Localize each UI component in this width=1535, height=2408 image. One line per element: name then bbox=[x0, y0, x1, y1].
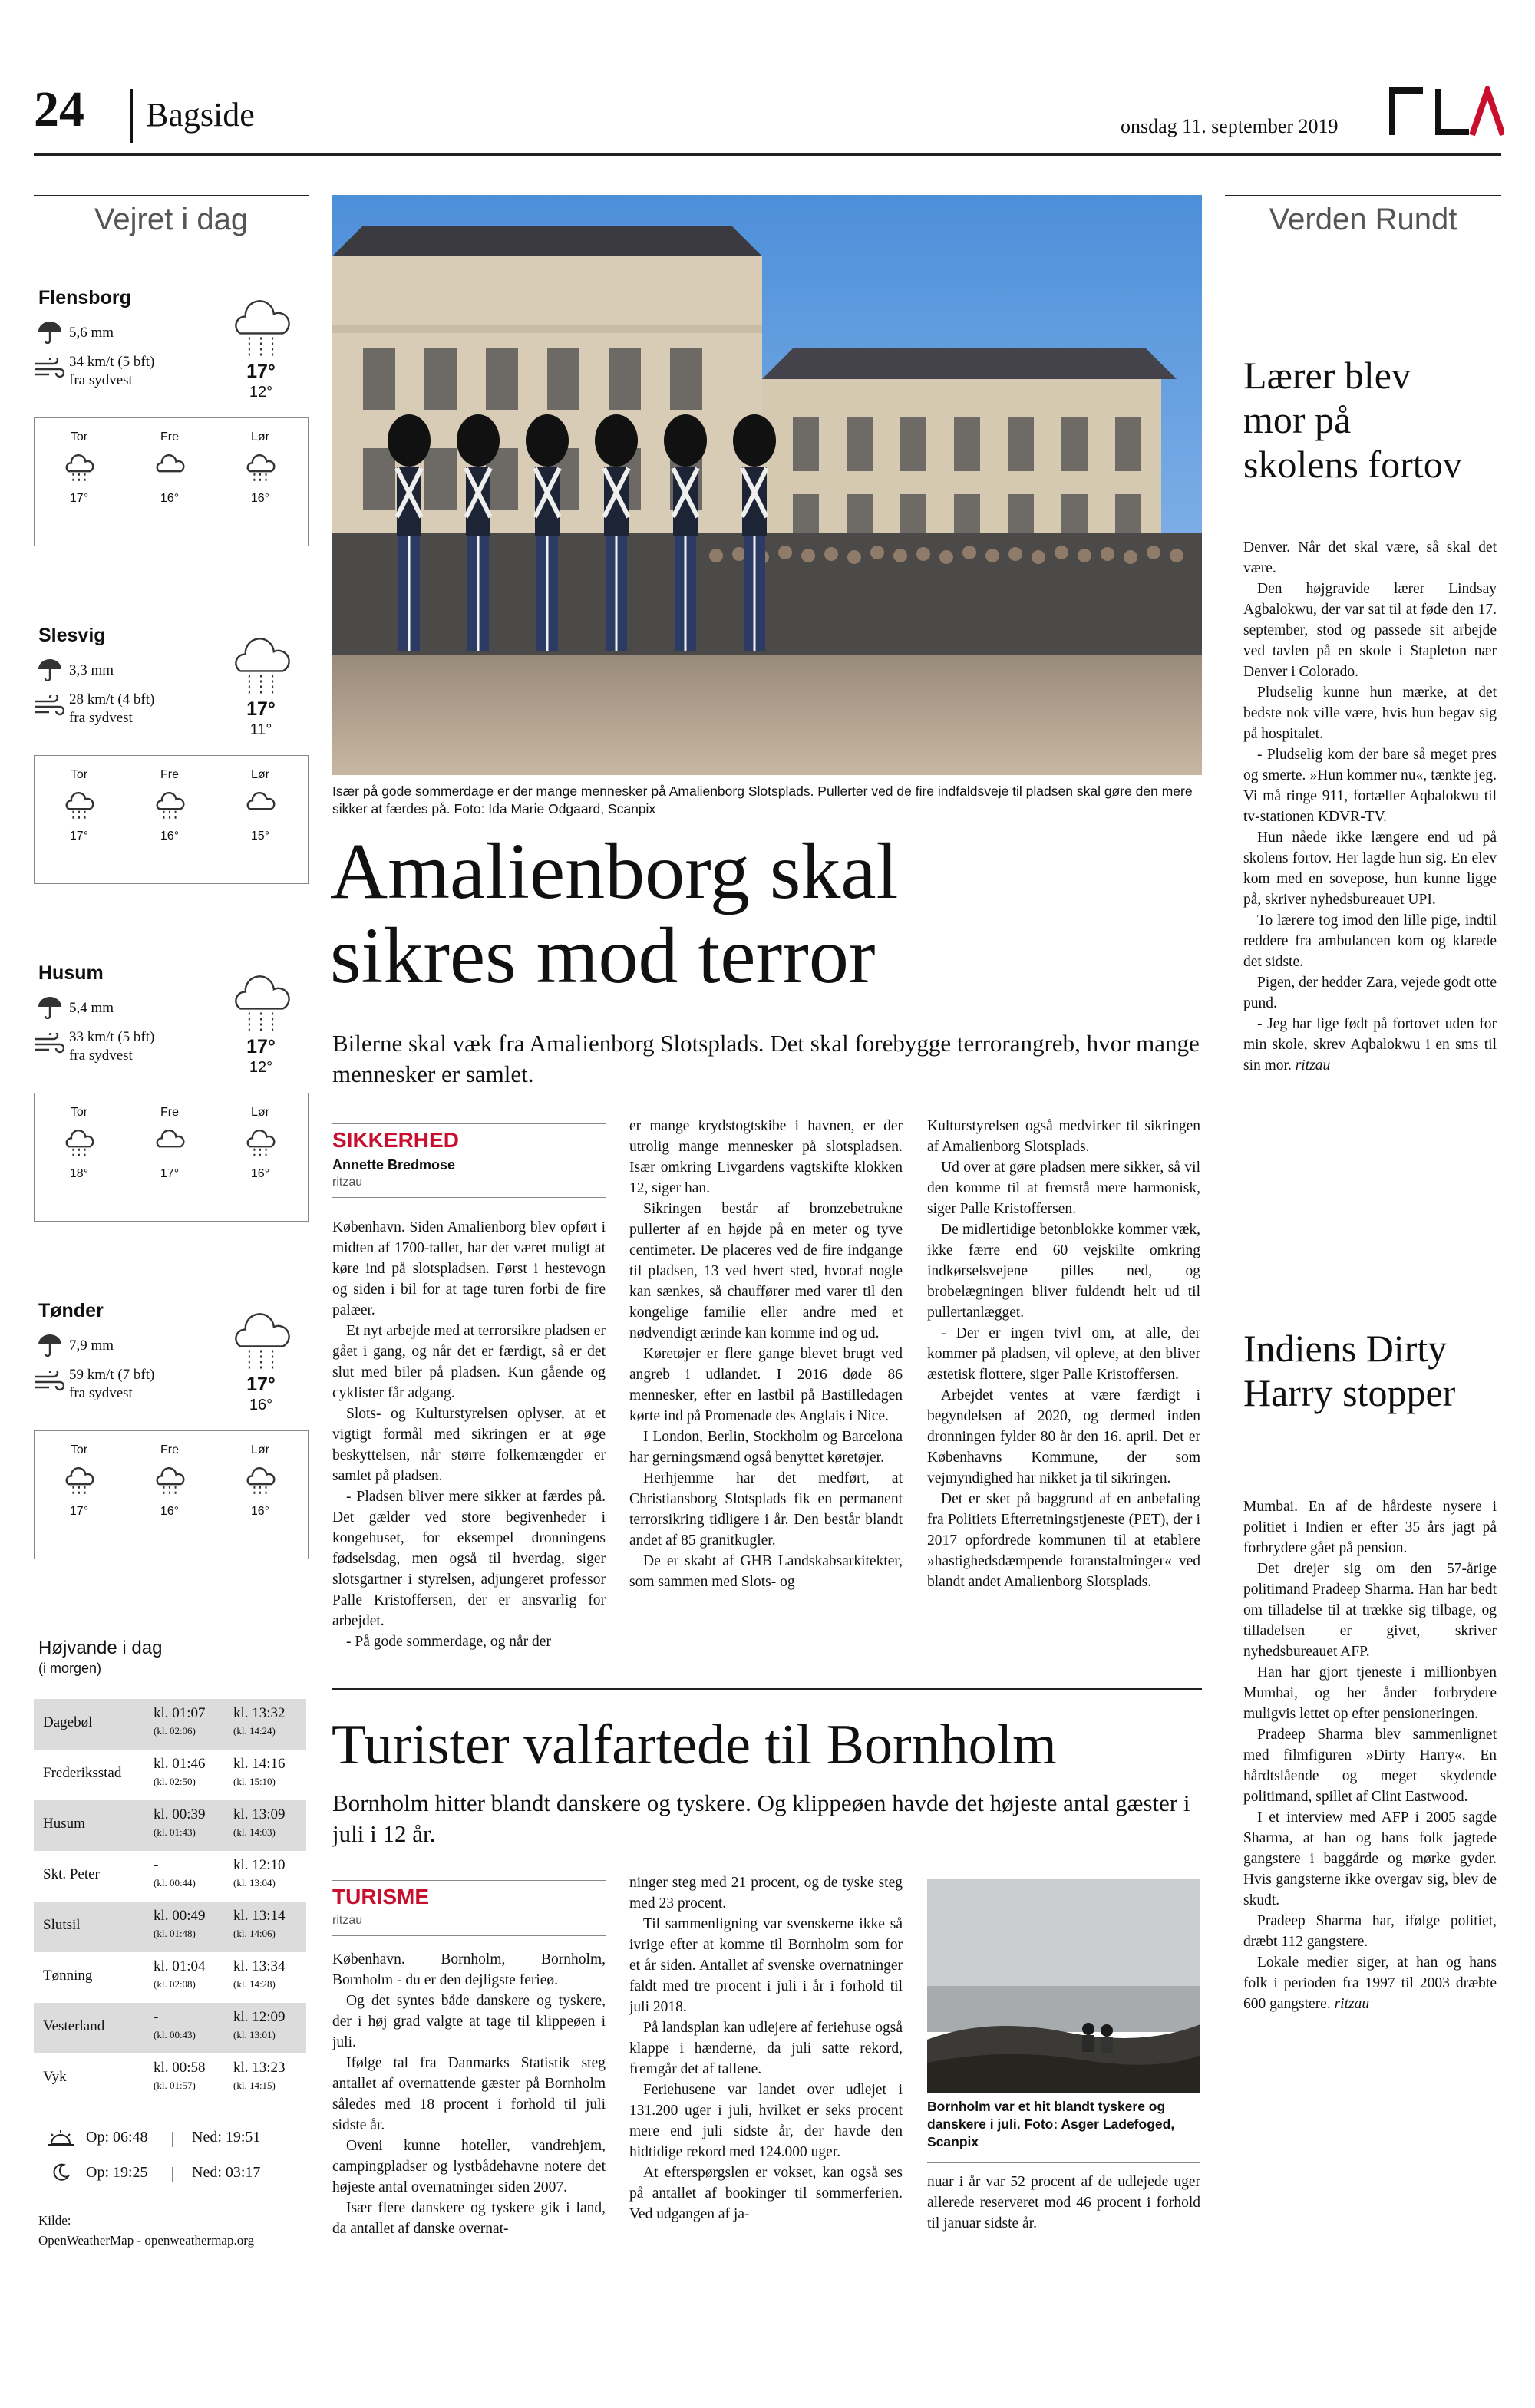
paragraph: De midlertidige betonblokke kommer væk, ikke færre end 60 vejskilte omkring indkørselsvejene pilles ned, og brobelægningen bliver fuldendt helt ud til pullertanlægget. bbox=[927, 1222, 1200, 1321]
tide-location: Dagebøl bbox=[43, 1714, 93, 1730]
cloud-icon bbox=[154, 1127, 186, 1159]
tide-time-2: kl. 13:09 bbox=[233, 1806, 286, 1822]
main-headline-line1: Amalienborg skal bbox=[330, 827, 899, 915]
paragraph: Kulturstyrelsen også medvirker til sikringen af Amalienborg Slotsplads. bbox=[927, 1118, 1200, 1155]
tide-time-2-tomorrow: (kl. 14:03) bbox=[233, 1826, 276, 1838]
paragraph: Køretøjer er flere gange blevet brugt ved angreb i udlandet. I 2016 døde 86 mennesker, efter en lastbil på Bastilledagen kørte ind på Promenade des Anglais i Nice. bbox=[629, 1346, 903, 1424]
wind-speed: 59 km/t (7 bft) bbox=[69, 1367, 155, 1383]
section-title: Bagside bbox=[146, 96, 255, 134]
forecast-day: Tor bbox=[70, 768, 88, 781]
main-byline-name: Annette Bredmose bbox=[332, 1157, 456, 1173]
tide-time-1: kl. 01:07 bbox=[154, 1705, 206, 1721]
tide-time-2: kl. 13:14 bbox=[233, 1908, 286, 1924]
rain-amount: 3,3 mm bbox=[69, 662, 114, 678]
tide-row bbox=[34, 2053, 306, 2104]
main-headline-line2: sikres mod terror bbox=[330, 912, 876, 1000]
temp-low: 16° bbox=[249, 1397, 273, 1413]
paragraph: København. Bornholm, Bornholm, Bornholm - du er den dejligste ferieø. bbox=[332, 1951, 606, 1988]
tide-time-1-tomorrow: (kl. 02:08) bbox=[154, 1978, 196, 1990]
tide-time-2: kl. 12:09 bbox=[233, 2009, 286, 2025]
paragraph: Den højgravide lærer Lindsay Agbalokwu, der var sat til at føde den 17. september, stod og passede sit arbejde ved tavlen på en skole i Stapleton nær Denver i Colorado. bbox=[1243, 581, 1497, 680]
tide-location: Husum bbox=[43, 1816, 85, 1832]
forecast-temp: 17° bbox=[69, 1505, 89, 1518]
tide-time-2-tomorrow: (kl. 14:24) bbox=[233, 1725, 276, 1737]
forecast-day: Fre bbox=[160, 1106, 179, 1119]
wind-speed: 28 km/t (4 bft) bbox=[69, 691, 155, 708]
paragraph: Lokale medier siger, at han og hans folk i perioden fra 1997 til 2003 dræbte 600 gangstere. ritzau bbox=[1243, 1954, 1497, 2012]
wind-icon bbox=[34, 358, 64, 381]
tide-subtitle: (i morgen) bbox=[38, 1661, 102, 1676]
paragraph: På landsplan kan udlejere af feriehuse også klappe i hænderne, da juli satte rekord, fremgår det af tallene. bbox=[629, 2020, 903, 2077]
forecast-temp: 16° bbox=[160, 830, 180, 843]
paragraph: Denver. Når det skal være, så skal det være. bbox=[1243, 539, 1497, 576]
temp-high: 17° bbox=[246, 1036, 276, 1057]
paragraph: København. Siden Amalienborg blev opført i midten af 1700-tallet, har det været muligt at køre ind på slotspladsen. Først i hestevogn og siden i bil for at tage turen forbi de fire palæer. bbox=[332, 1219, 606, 1318]
tide-time-1: kl. 00:49 bbox=[154, 1908, 206, 1924]
sidebar-story1-headline: Lærer blev mor på skolens fortov bbox=[1243, 354, 1462, 486]
tide-time-1-tomorrow: (kl. 01:43) bbox=[154, 1826, 196, 1838]
tide-time-2-tomorrow: (kl. 14:28) bbox=[233, 1978, 276, 1990]
temp-high: 17° bbox=[246, 1374, 276, 1395]
sunrise: Op: 06:48 bbox=[86, 2129, 148, 2146]
paragraph: Til sammenligning var svenskerne ikke så ivrige efter at komme til Bornholm som for et år siden. Antallet af svenske overnatninger faldt med tre procent i juli i år i forhold til juli 2018. bbox=[629, 1916, 903, 2015]
forecast-day: Lør bbox=[251, 430, 269, 444]
header-divider bbox=[130, 89, 133, 143]
paragraph: I et interview med AFP i 2005 sagde Sharma, at han og hans folk jagtede gangstere i baggårde og mørke gyder. Hvis gangsterne ikke overgav sig, blev de skudt. bbox=[1243, 1809, 1497, 1908]
city-name: Tønder bbox=[38, 1300, 104, 1321]
tide-row bbox=[34, 2003, 306, 2053]
wind-icon bbox=[34, 1033, 64, 1056]
temp-high: 17° bbox=[246, 361, 276, 382]
rain-amount: 5,6 mm bbox=[69, 325, 114, 341]
paragraph: Pigen, der hedder Zara, vejede godt otte pund. bbox=[1243, 975, 1497, 1011]
wind-speed: 34 km/t (5 bft) bbox=[69, 354, 155, 370]
tide-time-2-tomorrow: (kl. 15:10) bbox=[233, 1776, 276, 1787]
forecast-temp: 16° bbox=[250, 492, 270, 505]
header-rule bbox=[34, 153, 1501, 156]
rain-cloud-icon bbox=[63, 790, 95, 822]
paragraph: De er skabt af GHB Landskabsarkitekter, som sammen med Slots- og bbox=[629, 1553, 903, 1590]
forecast-temp: 17° bbox=[69, 830, 89, 843]
sun-divider bbox=[172, 2132, 173, 2147]
tide-location: Skt. Peter bbox=[43, 1866, 100, 1882]
paragraph: Et nyt arbejde med at terrorsikre pladsen er gået i gang, og når det er færdigt, så er det slut med biler på pladsen. Kun gående og cyklister får adgang. bbox=[332, 1323, 606, 1401]
temp-low: 11° bbox=[249, 721, 272, 738]
tide-location: Vyk bbox=[43, 2069, 67, 2085]
second-byline-source: ritzau bbox=[332, 1914, 363, 1927]
second-kicker-rule-top bbox=[332, 1880, 606, 1881]
wind-icon bbox=[34, 1371, 64, 1394]
sidebar-top-rule bbox=[1225, 195, 1501, 196]
rain-amount: 7,9 mm bbox=[69, 1338, 114, 1354]
moonrise: Op: 19:25 bbox=[86, 2164, 148, 2181]
paragraph: Ifølge tal fra Danmarks Statistik steg antallet af overnattende gæster på Bornholm således med 18 procent i forhold til juli sidste år. bbox=[332, 2055, 606, 2133]
forecast-temp: 17° bbox=[160, 1167, 180, 1180]
city-name: Slesvig bbox=[38, 625, 106, 646]
paragraph: Ud over at gøre pladsen mere sikker, så vil den komme til at fremstå mere harmonisk, siger Palle Kristoffersen. bbox=[927, 1159, 1200, 1217]
main-subhead: Bilerne skal væk fra Amalienborg Slotsplads. Det skal forebygge terrorangreb, hvor mange mennesker er samlet. bbox=[332, 1030, 1200, 1087]
tide-time-2: kl. 13:32 bbox=[233, 1705, 286, 1721]
bornholm-caption: Bornholm var et hit blandt tyskere og danskere i juli. Foto: Asger Ladefoged, Scanpix bbox=[927, 2099, 1175, 2149]
moon-icon bbox=[51, 2162, 71, 2182]
paragraph: Pradeep Sharma har, ifølge politiet, dræbt 112 gangstere. bbox=[1243, 1913, 1497, 1950]
weather-main-icon bbox=[229, 970, 293, 1034]
paragraph: - Jeg har lige født på fortovet uden for min skole, skrev Aqbalokwu i en sms til sin mor. ritzau bbox=[1243, 1016, 1497, 1074]
weather-main-icon bbox=[229, 295, 293, 359]
forecast-temp: 17° bbox=[69, 492, 89, 505]
amalienborg-photo bbox=[332, 195, 1202, 775]
main-body-col1 bbox=[332, 1217, 606, 1652]
weather-title: Vejret i dag bbox=[94, 203, 249, 236]
city-name: Husum bbox=[38, 962, 104, 984]
paragraph: Pradeep Sharma blev sammenlignet med filmfiguren »Dirty Harry«. En hårdtslående og meget skydende politimand, spillet af Clint Eastwood. bbox=[1243, 1727, 1497, 1805]
tide-location: Tønning bbox=[43, 1968, 93, 1984]
umbrella-icon bbox=[37, 321, 63, 344]
rain-cloud-icon bbox=[244, 1127, 276, 1159]
forecast-day: Fre bbox=[160, 1443, 179, 1456]
sidebar-title: Verden Rundt bbox=[1269, 203, 1457, 236]
paragraph: Arbejdet ventes at være færdigt i begyndelsen af 2020, og dermed inden dronningen fylder 80 år den 16. april. Det er Københavns Kommune, der som vejmyndighed har nikket ja til sikringen. bbox=[927, 1387, 1200, 1486]
temp-high: 17° bbox=[246, 698, 276, 720]
paragraph: Hun nåede ikke længere end ud på skolens fortov. Her lagde hun sig. En elev kom med en sovepose, hun kunne ligge på, skriver nyhedsbureauet UPI. bbox=[1243, 830, 1497, 908]
weather-main-icon bbox=[229, 632, 293, 697]
rain-cloud-icon bbox=[244, 452, 276, 484]
weather-main-icon bbox=[229, 1308, 293, 1372]
kicker-rule-top bbox=[332, 1123, 606, 1124]
forecast-day: Tor bbox=[70, 1443, 88, 1456]
tide-time-1: - bbox=[154, 2009, 159, 2025]
tide-time-1-tomorrow: (kl. 00:44) bbox=[154, 1877, 196, 1888]
tide-time-1: kl. 00:58 bbox=[154, 2060, 206, 2076]
tide-location: Vesterland bbox=[43, 2018, 105, 2034]
forecast-temp: 18° bbox=[69, 1167, 89, 1180]
forecast-box bbox=[34, 1093, 309, 1222]
paragraph: - På gode sommerdage, og når der bbox=[346, 1634, 551, 1650]
wind-speed: 33 km/t (5 bft) bbox=[69, 1029, 155, 1045]
tide-time-1-tomorrow: (kl. 01:57) bbox=[154, 2080, 196, 2091]
second-body-col2 bbox=[629, 1872, 903, 2225]
wind-icon bbox=[34, 695, 64, 718]
forecast-day: Tor bbox=[70, 430, 88, 444]
forecast-temp: 16° bbox=[250, 1505, 270, 1518]
paragraph: To lærere tog imod den lille pige, indtil reddere fra ambulancen kom og klarede det sidste. bbox=[1243, 912, 1497, 970]
wind-direction: fra sydvest bbox=[69, 372, 133, 388]
forecast-day: Tor bbox=[70, 1106, 88, 1119]
second-body-col3: nuar i år var 52 procent af de udlejede uger allerede reserveret mod 46 procent i forhold til januar sidste år. bbox=[927, 2174, 1200, 2232]
story-source: ritzau bbox=[1334, 1996, 1370, 2012]
paragraph: At efterspørgslen er vokset, kan også ses på antallet af bookinger til sommerferien. Ved udgangen af ja- bbox=[629, 2165, 903, 2222]
tide-time-2-tomorrow: (kl. 13:01) bbox=[233, 2029, 276, 2040]
moon-divider bbox=[172, 2167, 173, 2182]
paragraph: Det drejer sig om den 57-årige politimand Pradeep Sharma. Han har bedt om tilladelse til at trække sig tilbage, og tilladelsen er givet, skriver nyhedsbureauet AFP. bbox=[1243, 1561, 1497, 1660]
forecast-temp: 16° bbox=[160, 492, 180, 505]
fla-logo bbox=[1389, 86, 1504, 137]
forecast-box bbox=[34, 755, 309, 884]
rain-cloud-icon bbox=[244, 1465, 276, 1497]
rain-cloud-icon bbox=[63, 452, 95, 484]
paragraph: er mange krydstogtskibe i havnen, er der utrolig mange mennesker på slotspladsen. Især omkring Livgardens vagtskifte klokken 12, siger han. bbox=[629, 1118, 903, 1196]
tide-row bbox=[34, 1902, 306, 1952]
tide-time-1-tomorrow: (kl. 02:06) bbox=[154, 1725, 196, 1737]
tide-time-1-tomorrow: (kl. 01:48) bbox=[154, 1928, 196, 1939]
second-subhead: Bornholm hitter blandt danskere og tyskere. Og klippeøen havde det højeste antal gæster i juli i 12 år. bbox=[332, 1790, 1190, 1847]
paragraph: Oveni kunne hoteller, vandrehjem, campingpladser og lystbådehavne notere det højeste antal overnatninger siden 2007. bbox=[332, 2138, 606, 2195]
main-body-col3 bbox=[927, 1116, 1200, 1592]
paragraph: Slots- og Kulturstyrelsen oplyser, at et vigtigt formål med sikringen er at øge beskyttelsen, når større folkemængder er samlet på pladsen. bbox=[332, 1406, 606, 1484]
wind-direction: fra sydvest bbox=[69, 710, 133, 726]
paragraph: I London, Berlin, Stockholm og Barcelona har gerningsmænd også benyttet køretøjer. bbox=[629, 1429, 903, 1466]
issue-date: onsdag 11. september 2019 bbox=[1121, 115, 1339, 137]
paragraph: Og det syntes både danskere og tyskere, der i høj grad valgte at tage til klippeøen i juli. bbox=[332, 1993, 606, 2050]
paragraph: - Pladsen bliver mere sikker at færdes på. Det gælder ved store begivenheder i kongehuset, for eksempel dronningens fødselsdag, men også til hverdag, siger slotsgartner i styrelsen, adjungeret professor Palle Kristoffersen, der er ansvarlig for arbejdet. bbox=[332, 1489, 606, 1629]
forecast-box bbox=[34, 1430, 309, 1559]
article-separator bbox=[332, 1688, 1202, 1690]
rain-cloud-icon bbox=[154, 790, 186, 822]
bornholm-caption-rule bbox=[927, 2162, 1200, 2163]
forecast-temp: 16° bbox=[250, 1167, 270, 1180]
rain-cloud-icon bbox=[63, 1465, 95, 1497]
forecast-temp: 16° bbox=[160, 1505, 180, 1518]
tide-time-2: kl. 12:10 bbox=[233, 1857, 286, 1873]
main-byline-source: ritzau bbox=[332, 1176, 363, 1189]
tide-time-1: kl. 00:39 bbox=[154, 1806, 206, 1822]
weather-column bbox=[34, 195, 309, 2267]
tide-row bbox=[34, 1800, 306, 1851]
forecast-day: Fre bbox=[160, 430, 179, 444]
rain-cloud-icon bbox=[63, 1127, 95, 1159]
paragraph: - Pludselig kom der bare så meget pres og smerte. »Hun kommer nu«, tænkte jeg. Vi må ringe 911, fortæller Aqbalokwu til tv-stationen KDVR-TV. bbox=[1243, 747, 1497, 825]
forecast-day: Lør bbox=[251, 1106, 269, 1119]
paragraph: ninger steg med 21 procent, og de tyske steg med 23 procent. bbox=[629, 1875, 903, 1912]
paragraph: Mumbai. En af de hårdeste nysere i politiet i Indien er efter 35 års jagt på forbrydere gået på pension. bbox=[1243, 1499, 1497, 1556]
umbrella-icon bbox=[37, 996, 63, 1019]
paragraph: Han har gjort tjeneste i millionbyen Mumbai, og her ånder forbrydere muligvis lettet op efter pensioneringen. bbox=[1243, 1664, 1497, 1722]
tide-row bbox=[34, 1952, 306, 2003]
forecast-box bbox=[34, 417, 309, 546]
tide-location: Slutsil bbox=[43, 1917, 81, 1933]
second-headline: Turister valfartede til Bornholm bbox=[332, 1714, 1057, 1776]
weather-top-rule bbox=[34, 195, 309, 196]
cloud-icon bbox=[244, 790, 276, 822]
sunset: Ned: 19:51 bbox=[192, 2129, 261, 2146]
story-source: ritzau bbox=[1295, 1057, 1331, 1074]
second-kicker-rule-bottom bbox=[332, 1935, 606, 1936]
umbrella-icon bbox=[37, 658, 63, 681]
sidebar-story2-body bbox=[1243, 1496, 1497, 2014]
sidebar-story1-body bbox=[1243, 537, 1497, 1076]
tide-row bbox=[34, 1851, 306, 1902]
tide-time-2: kl. 13:23 bbox=[233, 2060, 286, 2076]
main-body-col2 bbox=[629, 1116, 903, 1592]
forecast-day: Lør bbox=[251, 1443, 269, 1456]
tide-row bbox=[34, 1750, 306, 1800]
paragraph: Det er sket på baggrund af en anbefaling fra Politiets Efterretningstjeneste (PET), der i 2017 opfordrede kommunen til at etablere »hastighedsdæmpende foranstaltninger« ved blandt andet Amalienborg Slotsplads. bbox=[927, 1491, 1200, 1590]
source-label: Kilde: bbox=[38, 2213, 71, 2228]
tide-time-2: kl. 14:16 bbox=[233, 1756, 286, 1772]
paragraph: Pludselig kunne hun mærke, at det bedste nok ville være, hvis hun begav sig på hospitalet. bbox=[1243, 684, 1497, 742]
tide-row bbox=[34, 1699, 306, 1750]
tide-location: Frederiksstad bbox=[43, 1765, 122, 1781]
main-kicker: SIKKERHED bbox=[332, 1128, 459, 1152]
paragraph: Feriehusene var landet over udlejet i 131.200 uger i juli, hvilket er seks procent mere end juli sidste år, der havde den hidtidige rekord med 124.000 uger. bbox=[629, 2082, 903, 2160]
tide-time-2-tomorrow: (kl. 13:04) bbox=[233, 1877, 276, 1888]
wind-direction: fra sydvest bbox=[69, 1385, 133, 1401]
city-name: Flensborg bbox=[38, 287, 131, 308]
sidebar-story2-headline: Indiens Dirty Harry stopper bbox=[1243, 1327, 1456, 1414]
cloud-icon bbox=[154, 452, 186, 484]
rain-amount: 5,4 mm bbox=[69, 1000, 114, 1016]
tide-time-2: kl. 13:34 bbox=[233, 1958, 286, 1974]
tide-time-1: kl. 01:46 bbox=[154, 1756, 206, 1772]
tide-time-1-tomorrow: (kl. 00:43) bbox=[154, 2029, 196, 2040]
tide-time-2-tomorrow: (kl. 14:15) bbox=[233, 2080, 276, 2091]
weather-source: OpenWeatherMap - openweathermap.org bbox=[38, 2233, 255, 2248]
second-kicker: TURISME bbox=[332, 1885, 429, 1908]
bornholm-photo bbox=[927, 1879, 1200, 2093]
paragraph: Især flere danskere og tyskere gik i land, da antallet af danske overnat- bbox=[332, 2200, 606, 2237]
rain-cloud-icon bbox=[154, 1465, 186, 1497]
photo-caption: Især på gode sommerdage er der mange mennesker på Amalienborg Slotsplads. Pullerter ved de fire indfaldsveje til pladsen skal gøre den mere sikker at færdes på. Foto: Ida Marie Odgaard, Scanpix bbox=[332, 783, 1193, 816]
wind-direction: fra sydvest bbox=[69, 1047, 133, 1064]
paragraph: Sikringen består af bronzebetrukne pullerter af en højde på en meter og tyve centimeter. De placeres ved de fire indgange til pladsen, 13 ved hvert sted, hvoraf nogle kan sænkes, så chauffører med varer til den kongelige familie eller andre med et nødvendigt ærinde kan komme ind og ud. bbox=[629, 1201, 903, 1341]
forecast-day: Fre bbox=[160, 768, 179, 781]
tide-time-1: kl. 01:04 bbox=[154, 1958, 206, 1974]
tide-time-1-tomorrow: (kl. 02:50) bbox=[154, 1776, 196, 1787]
temp-low: 12° bbox=[249, 384, 273, 401]
kicker-rule-bottom bbox=[332, 1197, 606, 1198]
moonset: Ned: 03:17 bbox=[192, 2164, 261, 2181]
paragraph: Herhjemme har det medført, at Christiansborg Slotsplads fik en permanent terrorsikring tidligere i år. Den består blandt andet af 85 granitkugler. bbox=[629, 1470, 903, 1549]
umbrella-icon bbox=[37, 1334, 63, 1357]
forecast-day: Lør bbox=[251, 768, 269, 781]
sun-icon bbox=[48, 2129, 74, 2147]
temp-low: 12° bbox=[249, 1059, 273, 1076]
tide-time-2-tomorrow: (kl. 14:06) bbox=[233, 1928, 276, 1939]
tide-time-1: - bbox=[154, 1857, 159, 1873]
paragraph: - Der er ingen tvivl om, at alle, der kommer på pladsen, vil opleve, at den bliver æstetisk flottere, siger Palle Kristoffersen. bbox=[927, 1325, 1200, 1383]
page-number: 24 bbox=[34, 81, 84, 137]
second-body-col1 bbox=[332, 1949, 606, 2239]
tide-title: Højvande i dag bbox=[38, 1638, 163, 1658]
forecast-temp: 15° bbox=[250, 830, 270, 843]
